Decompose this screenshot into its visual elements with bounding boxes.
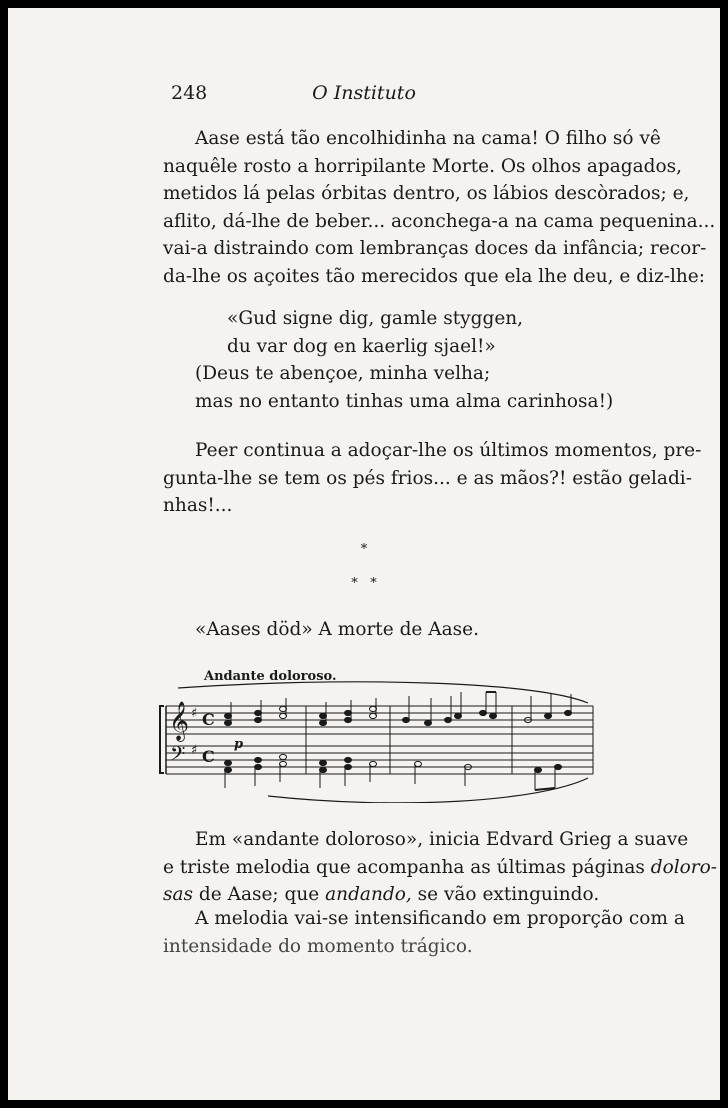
paragraph-2 [163, 437, 702, 520]
system-bracket [160, 706, 164, 773]
text-line: A melodia vai-se intensificando em proporção com a [195, 908, 685, 929]
italic-word: sas [163, 884, 194, 905]
verse-quote [195, 305, 613, 415]
verse-line: du var dog en kaerlig sjael!» [227, 335, 496, 357]
text-line: aflito, dá-lhe de beber... aconchega-a na cama pequenina... [163, 210, 716, 232]
time-signature-icon: C [202, 747, 215, 766]
text-line: metidos lá pelas órbitas dentro, os lábios descòrados; e, [163, 183, 690, 204]
text-segment: e triste melodia que acompanha as últimas páginas [163, 856, 645, 878]
running-title: O Instituto [312, 82, 416, 104]
book-page [8, 8, 720, 1100]
bass-clef-icon: 𝄢 [170, 742, 186, 770]
treble-notes [225, 692, 572, 726]
paragraph-1 [163, 125, 716, 290]
text-line: intensidade do momento trágico. [163, 935, 473, 957]
key-signature-sharp-icon: ♯ [191, 743, 198, 758]
separator-asterisk: * [360, 542, 368, 557]
section-title: «Aases död» A morte de Aase. [195, 619, 479, 640]
paragraph-4 [163, 905, 685, 960]
music-score-excerpt [158, 678, 608, 803]
dynamic-marking: p [234, 737, 244, 752]
text-line: nhas!... [163, 495, 233, 516]
phrase-slur [178, 682, 588, 703]
paragraph-3 [163, 826, 718, 909]
italic-word: doloro- [650, 856, 718, 878]
verse-line: (Deus te abençoe, minha velha; [195, 363, 491, 384]
text-line: Em «andante doloroso», inicia Edvard Grieg a suave [195, 829, 689, 850]
tempo-marking: Andante doloroso. [204, 669, 337, 684]
italic-word: andando, [325, 884, 412, 905]
text-line: Aase está tão encolhidinha na cama! O filho só vê [195, 128, 661, 149]
time-signature-icon: C [202, 710, 215, 729]
text-line [163, 854, 718, 882]
key-signature-sharp-icon: ♯ [191, 706, 198, 721]
text-line: vai-a distraindo com lembranças doces da infância; recor- [163, 238, 707, 259]
text-segment: se vão extinguindo. [417, 884, 600, 905]
separator-asterisks: * * [351, 576, 377, 591]
text-line: Peer continua a adoçar-lhe os últimos momentos, pre- [195, 440, 702, 461]
verse-line: «Gud signe dig, gamle styggen, [227, 308, 524, 329]
treble-staff [166, 706, 593, 734]
page-number: 248 [171, 82, 208, 104]
verse-line: mas no entanto tinhas uma alma carinhosa!) [195, 390, 614, 412]
text-line: naquêle rosto a horripilante Morte. Os olhos apagados, [163, 155, 682, 177]
text-line: gunta-lhe se tem os pés frios... e as mãos?! estão geladi- [163, 467, 692, 489]
treble-clef-icon: 𝄞 [169, 701, 190, 741]
text-line: da-lhe os açoites tão merecidos que ela lhe deu, e diz-lhe: [163, 265, 705, 287]
text-segment: de Aase; que [198, 884, 320, 905]
